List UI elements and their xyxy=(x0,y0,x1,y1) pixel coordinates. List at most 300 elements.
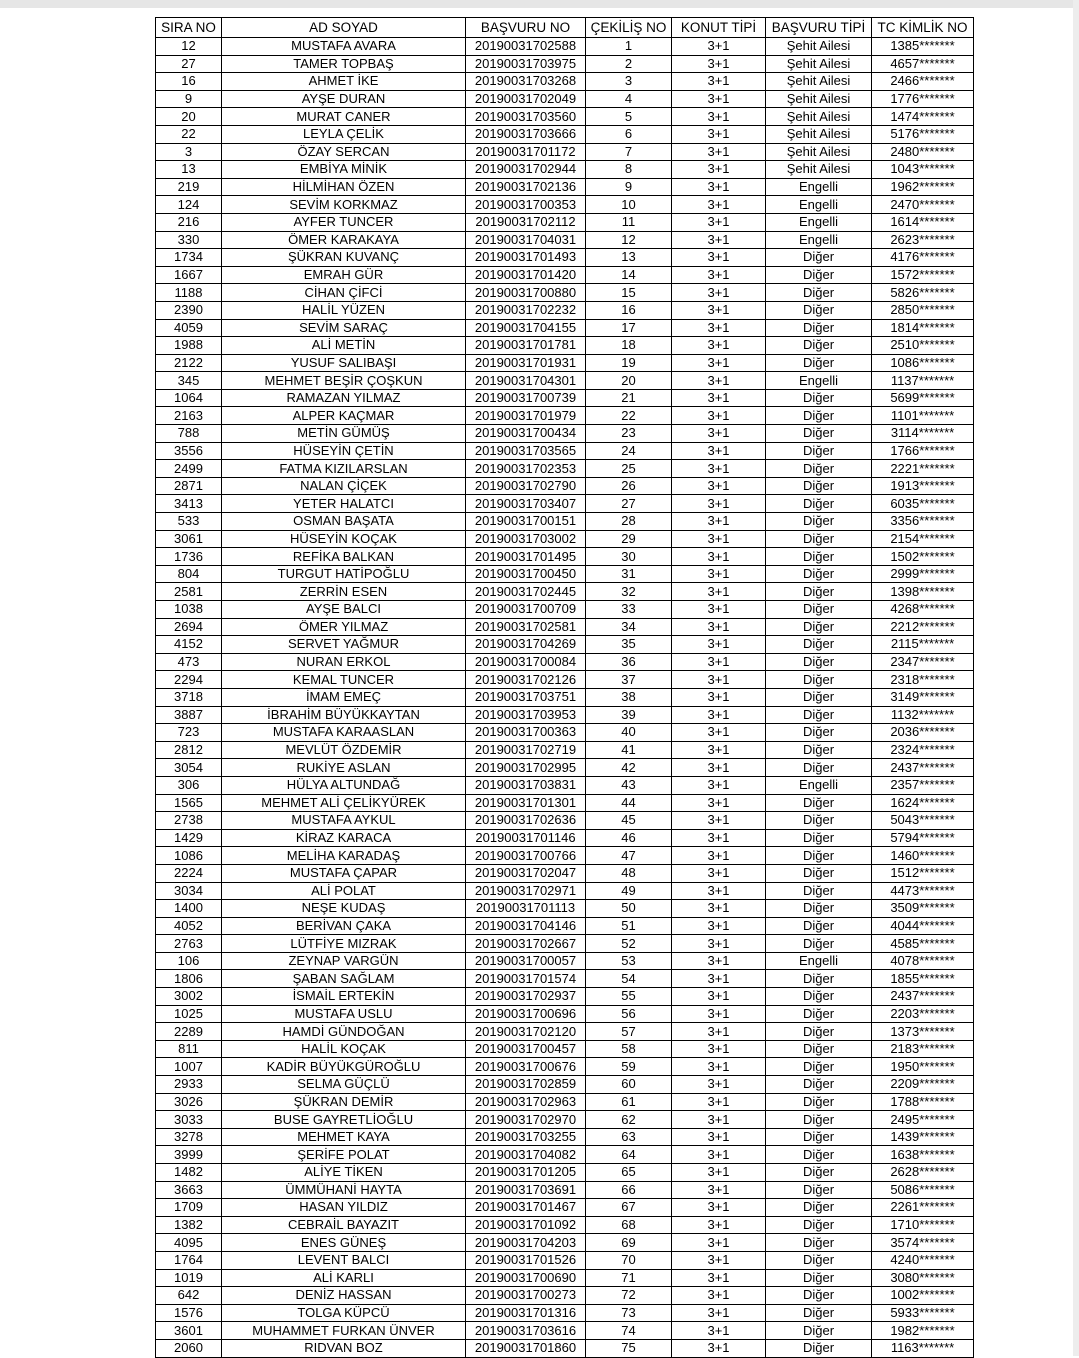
basvuru-tipi-cell: Diğer xyxy=(766,1023,872,1041)
sira-no-cell: 20 xyxy=(156,108,222,126)
cekilis-no-cell: 39 xyxy=(586,706,672,724)
basvuru-no-cell: 20190031703407 xyxy=(466,495,586,513)
basvuru-no-cell: 20190031702126 xyxy=(466,671,586,689)
tc-kimlik-no-cell: 4473******* xyxy=(872,882,974,900)
table-row xyxy=(156,161,974,179)
basvuru-no-cell: 20190031700880 xyxy=(466,284,586,302)
sira-no-cell: 3034 xyxy=(156,882,222,900)
basvuru-tipi-cell: Şehit Ailesi xyxy=(766,125,872,143)
sira-no-cell: 4059 xyxy=(156,319,222,337)
tc-kimlik-no-cell: 1002******* xyxy=(872,1287,974,1305)
table-row xyxy=(156,583,974,601)
ad-soyad-cell: OSMAN BAŞATA xyxy=(222,513,466,531)
table-row xyxy=(156,1269,974,1287)
konut-tipi-cell: 3+1 xyxy=(672,794,766,812)
basvuru-tipi-cell: Diğer xyxy=(766,354,872,372)
basvuru-no-cell: 20190031700363 xyxy=(466,724,586,742)
table-row xyxy=(156,513,974,531)
basvuru-tipi-cell: Diğer xyxy=(766,477,872,495)
ad-soyad-cell: ALİ METİN xyxy=(222,337,466,355)
header-row xyxy=(156,18,974,38)
cekilis-no-cell: 75 xyxy=(586,1339,672,1357)
table-row xyxy=(156,1304,974,1322)
cekilis-no-cell: 22 xyxy=(586,407,672,425)
ad-soyad-cell: NURAN ERKOL xyxy=(222,653,466,671)
basvuru-tipi-cell: Diğer xyxy=(766,917,872,935)
sira-no-cell: 3601 xyxy=(156,1322,222,1340)
cekilis-no-cell: 19 xyxy=(586,354,672,372)
sira-no-cell: 804 xyxy=(156,565,222,583)
tc-kimlik-no-cell: 2183******* xyxy=(872,1040,974,1058)
table-row xyxy=(156,231,974,249)
sira-no-cell: 2871 xyxy=(156,477,222,495)
tc-kimlik-no-cell: 1373******* xyxy=(872,1023,974,1041)
table-row xyxy=(156,618,974,636)
table-row xyxy=(156,266,974,284)
ad-soyad-cell: METİN GÜMÜŞ xyxy=(222,425,466,443)
tc-kimlik-no-cell: 1439******* xyxy=(872,1128,974,1146)
ad-soyad-cell: AYŞE DURAN xyxy=(222,90,466,108)
top-gray-bar xyxy=(0,0,1079,8)
basvuru-no-cell: 20190031702049 xyxy=(466,90,586,108)
basvuru-no-cell: 20190031701493 xyxy=(466,249,586,267)
cekilis-no-cell: 55 xyxy=(586,988,672,1006)
ad-soyad-cell: MUSTAFA ÇAPAR xyxy=(222,864,466,882)
basvuru-no-cell: 20190031702970 xyxy=(466,1111,586,1129)
cekilis-no-cell: 24 xyxy=(586,442,672,460)
cekilis-no-cell: 47 xyxy=(586,847,672,865)
konut-tipi-cell: 3+1 xyxy=(672,1251,766,1269)
tc-kimlik-no-cell: 1460******* xyxy=(872,847,974,865)
ad-soyad-cell: TOLGA KÜPCÜ xyxy=(222,1304,466,1322)
basvuru-tipi-cell: Diğer xyxy=(766,337,872,355)
konut-tipi-cell: 3+1 xyxy=(672,900,766,918)
sira-no-cell: 1038 xyxy=(156,601,222,619)
konut-tipi-cell: 3+1 xyxy=(672,741,766,759)
basvuru-tipi-cell: Diğer xyxy=(766,583,872,601)
sira-no-cell: 1064 xyxy=(156,389,222,407)
sira-no-cell: 1709 xyxy=(156,1199,222,1217)
sira-no-cell: 473 xyxy=(156,653,222,671)
tc-kimlik-no-cell: 1502******* xyxy=(872,548,974,566)
ad-soyad-cell: MUHAMMET FURKAN ÜNVER xyxy=(222,1322,466,1340)
cekilis-no-cell: 30 xyxy=(586,548,672,566)
ad-soyad-cell: ÖZAY SERCAN xyxy=(222,143,466,161)
ad-soyad-cell: AYŞE BALCI xyxy=(222,601,466,619)
ad-soyad-cell: KEMAL TUNCER xyxy=(222,671,466,689)
konut-tipi-cell: 3+1 xyxy=(672,319,766,337)
table-row xyxy=(156,1111,974,1129)
cekilis-no-cell: 12 xyxy=(586,231,672,249)
table-row xyxy=(156,601,974,619)
table-row xyxy=(156,882,974,900)
table-row xyxy=(156,213,974,231)
ad-soyad-cell: HALİL KOÇAK xyxy=(222,1040,466,1058)
basvuru-no-cell: 20190031700739 xyxy=(466,389,586,407)
ad-soyad-cell: SELMA GÜÇLÜ xyxy=(222,1076,466,1094)
ad-soyad-cell: MEHMET KAYA xyxy=(222,1128,466,1146)
sira-no-cell: 3663 xyxy=(156,1181,222,1199)
sira-no-cell: 1382 xyxy=(156,1216,222,1234)
sira-no-cell: 3278 xyxy=(156,1128,222,1146)
sira-no-cell: 788 xyxy=(156,425,222,443)
basvuru-no-cell: 20190031700273 xyxy=(466,1287,586,1305)
right-scroll-edge xyxy=(1073,0,1079,1356)
basvuru-tipi-cell: Diğer xyxy=(766,1199,872,1217)
ad-soyad-cell: BERİVAN ÇAKA xyxy=(222,917,466,935)
sira-no-cell: 12 xyxy=(156,38,222,56)
ad-soyad-cell: AYFER TUNCER xyxy=(222,213,466,231)
ad-soyad-cell: ALİ POLAT xyxy=(222,882,466,900)
sira-no-cell: 1565 xyxy=(156,794,222,812)
cekilis-no-cell: 17 xyxy=(586,319,672,337)
cekilis-no-cell: 50 xyxy=(586,900,672,918)
tc-kimlik-no-cell: 4268******* xyxy=(872,601,974,619)
sira-no-cell: 3 xyxy=(156,143,222,161)
basvuru-no-cell: 20190031703751 xyxy=(466,688,586,706)
header-basvuru-no: BAŞVURU NO xyxy=(466,18,586,38)
sira-no-cell: 124 xyxy=(156,196,222,214)
konut-tipi-cell: 3+1 xyxy=(672,636,766,654)
ad-soyad-cell: MURAT CANER xyxy=(222,108,466,126)
basvuru-no-cell: 20190031701205 xyxy=(466,1164,586,1182)
konut-tipi-cell: 3+1 xyxy=(672,1128,766,1146)
basvuru-tipi-cell: Şehit Ailesi xyxy=(766,90,872,108)
konut-tipi-cell: 3+1 xyxy=(672,1058,766,1076)
basvuru-tipi-cell: Diğer xyxy=(766,1216,872,1234)
ad-soyad-cell: HİLMİHAN ÖZEN xyxy=(222,178,466,196)
konut-tipi-cell: 3+1 xyxy=(672,1076,766,1094)
basvuru-no-cell: 20190031702667 xyxy=(466,935,586,953)
konut-tipi-cell: 3+1 xyxy=(672,1199,766,1217)
basvuru-no-cell: 20190031701526 xyxy=(466,1251,586,1269)
tc-kimlik-no-cell: 5086******* xyxy=(872,1181,974,1199)
konut-tipi-cell: 3+1 xyxy=(672,970,766,988)
ad-soyad-cell: REFİKA BALKAN xyxy=(222,548,466,566)
tc-kimlik-no-cell: 2221******* xyxy=(872,460,974,478)
konut-tipi-cell: 3+1 xyxy=(672,513,766,531)
konut-tipi-cell: 3+1 xyxy=(672,565,766,583)
basvuru-tipi-cell: Diğer xyxy=(766,1339,872,1357)
table-row xyxy=(156,1216,974,1234)
konut-tipi-cell: 3+1 xyxy=(672,266,766,284)
table-row xyxy=(156,970,974,988)
basvuru-no-cell: 20190031704203 xyxy=(466,1234,586,1252)
sira-no-cell: 3413 xyxy=(156,495,222,513)
basvuru-tipi-cell: Diğer xyxy=(766,495,872,513)
basvuru-tipi-cell: Diğer xyxy=(766,249,872,267)
table-row xyxy=(156,249,974,267)
basvuru-tipi-cell: Diğer xyxy=(766,688,872,706)
ad-soyad-cell: CİHAN ÇİFCİ xyxy=(222,284,466,302)
tc-kimlik-no-cell: 1398******* xyxy=(872,583,974,601)
tc-kimlik-no-cell: 2437******* xyxy=(872,759,974,777)
konut-tipi-cell: 3+1 xyxy=(672,38,766,56)
table-row xyxy=(156,776,974,794)
basvuru-tipi-cell: Diğer xyxy=(766,284,872,302)
ad-soyad-cell: ALPER KAÇMAR xyxy=(222,407,466,425)
table-row xyxy=(156,301,974,319)
basvuru-no-cell: 20190031701146 xyxy=(466,829,586,847)
konut-tipi-cell: 3+1 xyxy=(672,1269,766,1287)
table-row xyxy=(156,988,974,1006)
basvuru-tipi-cell: Şehit Ailesi xyxy=(766,55,872,73)
cekilis-no-cell: 67 xyxy=(586,1199,672,1217)
tc-kimlik-no-cell: 5699******* xyxy=(872,389,974,407)
ad-soyad-cell: YETER HALATCI xyxy=(222,495,466,513)
basvuru-no-cell: 20190031702995 xyxy=(466,759,586,777)
tc-kimlik-no-cell: 1814******* xyxy=(872,319,974,337)
sira-no-cell: 1188 xyxy=(156,284,222,302)
sira-no-cell: 2581 xyxy=(156,583,222,601)
table-row xyxy=(156,671,974,689)
basvuru-tipi-cell: Diğer xyxy=(766,1322,872,1340)
basvuru-no-cell: 20190031703255 xyxy=(466,1128,586,1146)
cekilis-no-cell: 51 xyxy=(586,917,672,935)
table-row xyxy=(156,284,974,302)
tc-kimlik-no-cell: 2154******* xyxy=(872,530,974,548)
konut-tipi-cell: 3+1 xyxy=(672,530,766,548)
tc-kimlik-no-cell: 1132******* xyxy=(872,706,974,724)
table-row xyxy=(156,1146,974,1164)
cekilis-no-cell: 64 xyxy=(586,1146,672,1164)
ad-soyad-cell: TAMER TOPBAŞ xyxy=(222,55,466,73)
basvuru-tipi-cell: Diğer xyxy=(766,864,872,882)
table-row xyxy=(156,1093,974,1111)
basvuru-tipi-cell: Diğer xyxy=(766,1287,872,1305)
tc-kimlik-no-cell: 1614******* xyxy=(872,213,974,231)
tc-kimlik-no-cell: 2623******* xyxy=(872,231,974,249)
basvuru-no-cell: 20190031700457 xyxy=(466,1040,586,1058)
konut-tipi-cell: 3+1 xyxy=(672,1146,766,1164)
ad-soyad-cell: MELİHA KARADAŞ xyxy=(222,847,466,865)
ad-soyad-cell: MEVLÜT ÖZDEMİR xyxy=(222,741,466,759)
basvuru-tipi-cell: Diğer xyxy=(766,460,872,478)
cekilis-no-cell: 69 xyxy=(586,1234,672,1252)
konut-tipi-cell: 3+1 xyxy=(672,864,766,882)
sira-no-cell: 2933 xyxy=(156,1076,222,1094)
sira-no-cell: 1988 xyxy=(156,337,222,355)
konut-tipi-cell: 3+1 xyxy=(672,935,766,953)
basvuru-no-cell: 20190031702790 xyxy=(466,477,586,495)
cekilis-no-cell: 34 xyxy=(586,618,672,636)
table-row xyxy=(156,741,974,759)
cekilis-no-cell: 20 xyxy=(586,372,672,390)
sira-no-cell: 1019 xyxy=(156,1269,222,1287)
tc-kimlik-no-cell: 1043******* xyxy=(872,161,974,179)
sira-no-cell: 3999 xyxy=(156,1146,222,1164)
basvuru-no-cell: 20190031702136 xyxy=(466,178,586,196)
basvuru-tipi-cell: Diğer xyxy=(766,1111,872,1129)
konut-tipi-cell: 3+1 xyxy=(672,1304,766,1322)
sira-no-cell: 3061 xyxy=(156,530,222,548)
sira-no-cell: 1007 xyxy=(156,1058,222,1076)
konut-tipi-cell: 3+1 xyxy=(672,90,766,108)
table-row xyxy=(156,1339,974,1357)
tc-kimlik-no-cell: 2324******* xyxy=(872,741,974,759)
tc-kimlik-no-cell: 5794******* xyxy=(872,829,974,847)
sira-no-cell: 27 xyxy=(156,55,222,73)
basvuru-no-cell: 20190031702232 xyxy=(466,301,586,319)
table-row xyxy=(156,495,974,513)
ad-soyad-cell: RUKİYE ASLAN xyxy=(222,759,466,777)
tc-kimlik-no-cell: 5826******* xyxy=(872,284,974,302)
ad-soyad-cell: SEVİM SARAÇ xyxy=(222,319,466,337)
tc-kimlik-no-cell: 1474******* xyxy=(872,108,974,126)
konut-tipi-cell: 3+1 xyxy=(672,354,766,372)
table-row xyxy=(156,917,974,935)
basvuru-tipi-cell: Diğer xyxy=(766,1269,872,1287)
tc-kimlik-no-cell: 1086******* xyxy=(872,354,974,372)
tc-kimlik-no-cell: 4176******* xyxy=(872,249,974,267)
tc-kimlik-no-cell: 3080******* xyxy=(872,1269,974,1287)
sira-no-cell: 2763 xyxy=(156,935,222,953)
basvuru-tipi-cell: Diğer xyxy=(766,565,872,583)
table-row xyxy=(156,372,974,390)
konut-tipi-cell: 3+1 xyxy=(672,495,766,513)
basvuru-no-cell: 20190031701495 xyxy=(466,548,586,566)
tc-kimlik-no-cell: 4657******* xyxy=(872,55,974,73)
header-sira-no: SIRA NO xyxy=(156,18,222,38)
table-row xyxy=(156,706,974,724)
basvuru-no-cell: 20190031702937 xyxy=(466,988,586,1006)
konut-tipi-cell: 3+1 xyxy=(672,759,766,777)
header-tc-kimlik-no: TC KİMLİK NO xyxy=(872,18,974,38)
cekilis-no-cell: 57 xyxy=(586,1023,672,1041)
basvuru-no-cell: 20190031702588 xyxy=(466,38,586,56)
basvuru-no-cell: 20190031703831 xyxy=(466,776,586,794)
sira-no-cell: 2390 xyxy=(156,301,222,319)
cekilis-no-cell: 14 xyxy=(586,266,672,284)
cekilis-no-cell: 40 xyxy=(586,724,672,742)
sira-no-cell: 3026 xyxy=(156,1093,222,1111)
tc-kimlik-no-cell: 2628******* xyxy=(872,1164,974,1182)
basvuru-tipi-cell: Şehit Ailesi xyxy=(766,108,872,126)
basvuru-tipi-cell: Diğer xyxy=(766,1058,872,1076)
table-row xyxy=(156,653,974,671)
cekilis-no-cell: 48 xyxy=(586,864,672,882)
ad-soyad-cell: MEHMET ALİ ÇELİKYÜREK xyxy=(222,794,466,812)
ad-soyad-cell: DENİZ HASSAN xyxy=(222,1287,466,1305)
basvuru-tipi-cell: Diğer xyxy=(766,548,872,566)
konut-tipi-cell: 3+1 xyxy=(672,952,766,970)
cekilis-no-cell: 23 xyxy=(586,425,672,443)
basvuru-no-cell: 20190031702120 xyxy=(466,1023,586,1041)
konut-tipi-cell: 3+1 xyxy=(672,706,766,724)
cekilis-no-cell: 70 xyxy=(586,1251,672,1269)
sira-no-cell: 1086 xyxy=(156,847,222,865)
ad-soyad-cell: LÜTFİYE MIZRAK xyxy=(222,935,466,953)
konut-tipi-cell: 3+1 xyxy=(672,1234,766,1252)
sira-no-cell: 2812 xyxy=(156,741,222,759)
tc-kimlik-no-cell: 1163******* xyxy=(872,1339,974,1357)
basvuru-no-cell: 20190031700676 xyxy=(466,1058,586,1076)
cekilis-no-cell: 21 xyxy=(586,389,672,407)
table-row xyxy=(156,1128,974,1146)
cekilis-no-cell: 5 xyxy=(586,108,672,126)
basvuru-tipi-cell: Diğer xyxy=(766,1076,872,1094)
tc-kimlik-no-cell: 2466******* xyxy=(872,73,974,91)
basvuru-tipi-cell: Diğer xyxy=(766,1146,872,1164)
table-row xyxy=(156,143,974,161)
cekilis-no-cell: 65 xyxy=(586,1164,672,1182)
basvuru-no-cell: 20190031702581 xyxy=(466,618,586,636)
basvuru-no-cell: 20190031704155 xyxy=(466,319,586,337)
cekilis-no-cell: 49 xyxy=(586,882,672,900)
ad-soyad-cell: LEYLA ÇELİK xyxy=(222,125,466,143)
table-row xyxy=(156,1058,974,1076)
konut-tipi-cell: 3+1 xyxy=(672,249,766,267)
basvuru-tipi-cell: Şehit Ailesi xyxy=(766,73,872,91)
basvuru-tipi-cell: Diğer xyxy=(766,671,872,689)
konut-tipi-cell: 3+1 xyxy=(672,231,766,249)
sira-no-cell: 3718 xyxy=(156,688,222,706)
konut-tipi-cell: 3+1 xyxy=(672,73,766,91)
basvuru-tipi-cell: Engelli xyxy=(766,231,872,249)
konut-tipi-cell: 3+1 xyxy=(672,178,766,196)
konut-tipi-cell: 3+1 xyxy=(672,583,766,601)
sira-no-cell: 306 xyxy=(156,776,222,794)
basvuru-no-cell: 20190031700084 xyxy=(466,653,586,671)
ad-soyad-cell: MEHMET BEŞİR ÇOŞKUN xyxy=(222,372,466,390)
table-row xyxy=(156,425,974,443)
ad-soyad-cell: CEBRAİL BAYAZIT xyxy=(222,1216,466,1234)
basvuru-no-cell: 20190031701574 xyxy=(466,970,586,988)
konut-tipi-cell: 3+1 xyxy=(672,618,766,636)
konut-tipi-cell: 3+1 xyxy=(672,829,766,847)
sira-no-cell: 4052 xyxy=(156,917,222,935)
ad-soyad-cell: NEŞE KUDAŞ xyxy=(222,900,466,918)
basvuru-no-cell: 20190031702353 xyxy=(466,460,586,478)
konut-tipi-cell: 3+1 xyxy=(672,688,766,706)
cekilis-no-cell: 73 xyxy=(586,1304,672,1322)
konut-tipi-cell: 3+1 xyxy=(672,108,766,126)
basvuru-tipi-cell: Diğer xyxy=(766,1234,872,1252)
table-row xyxy=(156,636,974,654)
tc-kimlik-no-cell: 6035******* xyxy=(872,495,974,513)
table-row xyxy=(156,477,974,495)
konut-tipi-cell: 3+1 xyxy=(672,1164,766,1182)
basvuru-no-cell: 20190031702719 xyxy=(466,741,586,759)
basvuru-no-cell: 20190031703666 xyxy=(466,125,586,143)
ad-soyad-cell: RIDVAN BOZ xyxy=(222,1339,466,1357)
sira-no-cell: 811 xyxy=(156,1040,222,1058)
basvuru-no-cell: 20190031702636 xyxy=(466,812,586,830)
basvuru-tipi-cell: Diğer xyxy=(766,882,872,900)
table-row xyxy=(156,407,974,425)
sira-no-cell: 533 xyxy=(156,513,222,531)
sira-no-cell: 1429 xyxy=(156,829,222,847)
table-row xyxy=(156,759,974,777)
sira-no-cell: 2163 xyxy=(156,407,222,425)
ad-soyad-cell: ŞÜKRAN DEMİR xyxy=(222,1093,466,1111)
konut-tipi-cell: 3+1 xyxy=(672,847,766,865)
tc-kimlik-no-cell: 1137******* xyxy=(872,372,974,390)
tc-kimlik-no-cell: 2036******* xyxy=(872,724,974,742)
sira-no-cell: 2694 xyxy=(156,618,222,636)
basvuru-no-cell: 20190031703953 xyxy=(466,706,586,724)
ad-soyad-cell: RAMAZAN YILMAZ xyxy=(222,389,466,407)
sira-no-cell: 3556 xyxy=(156,442,222,460)
table-row xyxy=(156,724,974,742)
table-row xyxy=(156,1040,974,1058)
table-row xyxy=(156,337,974,355)
sira-no-cell: 106 xyxy=(156,952,222,970)
sira-no-cell: 1482 xyxy=(156,1164,222,1182)
konut-tipi-cell: 3+1 xyxy=(672,301,766,319)
cekilis-no-cell: 16 xyxy=(586,301,672,319)
cekilis-no-cell: 9 xyxy=(586,178,672,196)
